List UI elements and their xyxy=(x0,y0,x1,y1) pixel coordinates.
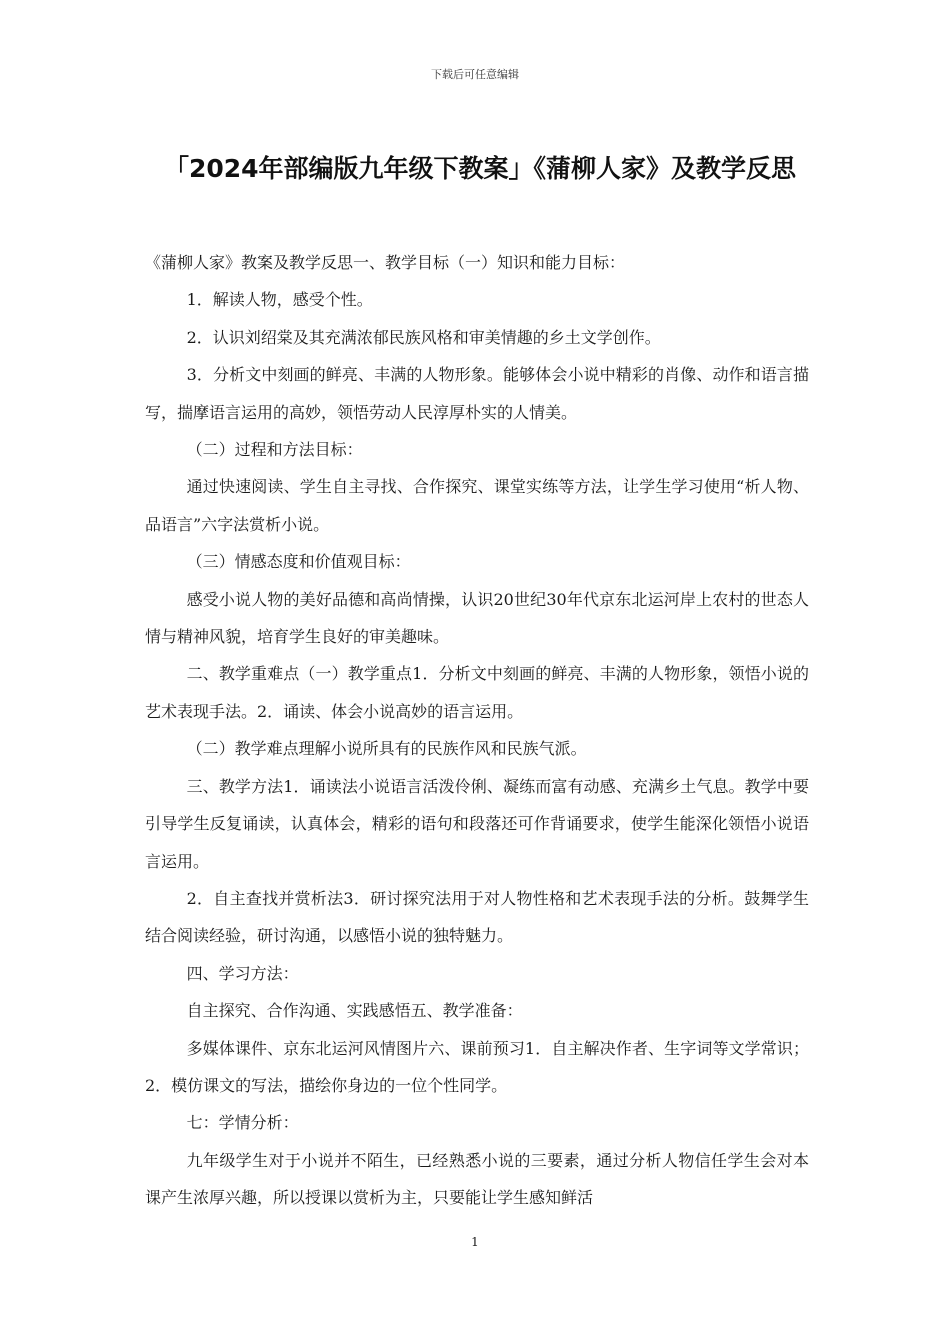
paragraph: 2．自主查找并赏析法3．研讨探究法用于对人物性格和艺术表现手法的分析。鼓舞学生结合阅读经验，研讨沟通，以感悟小说的独特魅力。 xyxy=(145,888,809,946)
paragraph: （二）教学难点理解小说所具有的民族作风和民族气派。 xyxy=(186,739,587,759)
paragraph: 3．分析文中刻画的鲜亮、丰满的人物形象。能够体会小说中精彩的肖像、动作和语言描写，揣摩语言运用的高妙，领悟劳动人民淳厚朴实的人情美。 xyxy=(145,365,809,422)
paragraph: （二）过程和方法目标： xyxy=(186,440,363,460)
document-body xyxy=(145,244,809,1217)
paragraph: 感受小说人物的美好品德和高尚情操，认识20世纪30年代京东北运河岸上农村的世态人情与精神风貌，培育学生良好的审美趣味。 xyxy=(145,589,809,647)
paragraph: 三、教学方法1．诵读法小说语言活泼伶俐、凝练而富有动感、充满乡土气息。教学中要引导学生反复诵读，认真体会，精彩的语句和段落还可作背诵要求，使学生能深化领悟小说语言运用。 xyxy=(145,776,809,871)
paragraph: 自主探究、合作沟通、实践感悟五、教学准备： xyxy=(186,1001,523,1021)
header-note: 下载后可任意编辑 xyxy=(431,68,519,81)
paragraph: 通过快速阅读、学生自主寻找、合作探究、课堂实练等方法，让学生学习使用“析人物、品语言”六字法赏析小说。 xyxy=(145,477,809,534)
paragraph: 七：学情分析： xyxy=(186,1113,299,1133)
paragraph: （三）情感态度和价值观目标： xyxy=(186,552,411,572)
paragraph: 《蒲柳人家》教案及教学反思一、教学目标（一）知识和能力目标： xyxy=(145,253,626,272)
document-title: 「2024年部编版九年级下教案」《蒲柳人家》及教学反思 xyxy=(163,154,797,183)
paragraph: 二、教学重难点（一）教学重点1．分析文中刻画的鲜亮、丰满的人物形象，领悟小说的艺术表现手法。2．诵读、体会小说高妙的语言运用。 xyxy=(145,664,809,721)
paragraph: 1．解读人物，感受个性。 xyxy=(186,290,373,310)
paragraph: 四、学习方法： xyxy=(186,963,299,983)
page-number: 1 xyxy=(471,1235,479,1249)
paragraph: 多媒体课件、京东北运河风情图片六、课前预习1．自主解决作者、生字词等文学常识；2．模仿课文的写法，描绘你身边的一位个性同学。 xyxy=(145,1038,809,1095)
paragraph: 2．认识刘绍棠及其充满浓郁民族风格和审美情趣的乡土文学创作。 xyxy=(186,327,661,347)
paragraph: 九年级学生对于小说并不陌生，已经熟悉小说的三要素，通过分析人物信任学生会对本课产生浓厚兴趣，所以授课以赏析为主，只要能让学生感知鲜活 xyxy=(145,1150,809,1208)
